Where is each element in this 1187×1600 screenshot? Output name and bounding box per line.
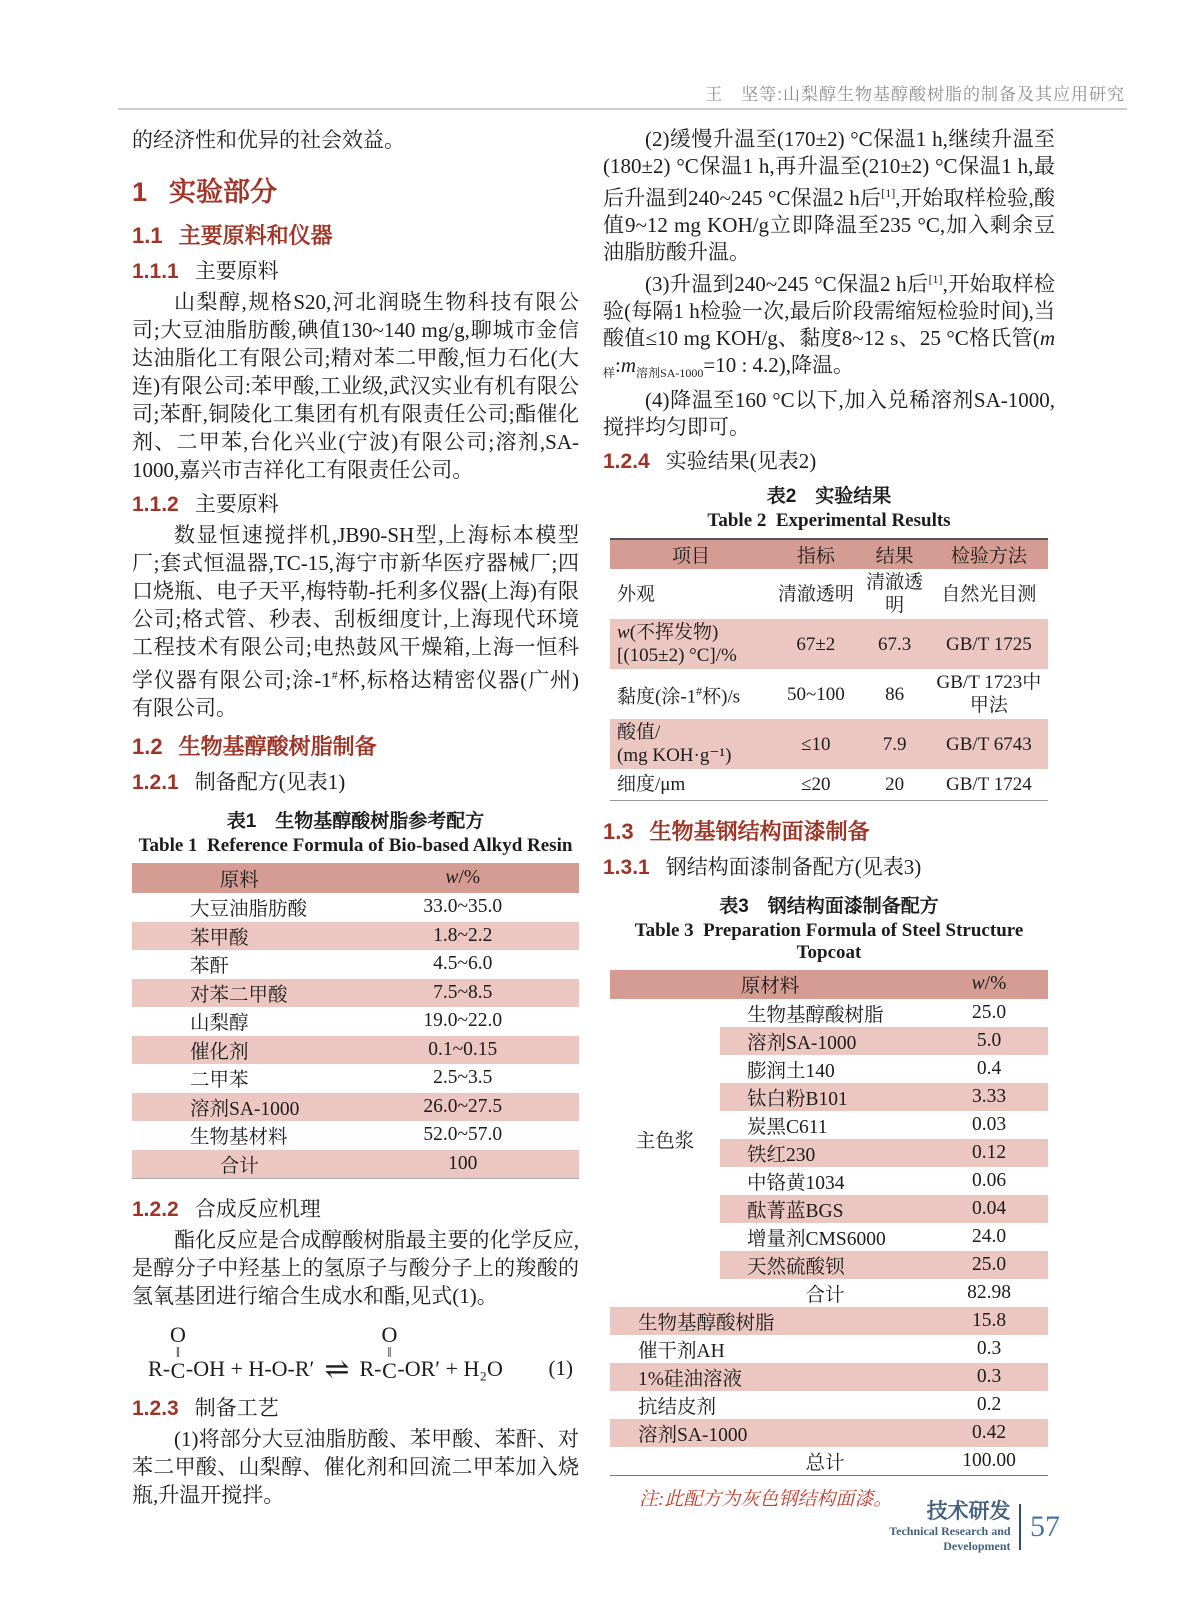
- section-heading-1-3: [603, 815, 1055, 846]
- paragraph-mechanism: 酯化反应是合成醇酸树脂最主要的化学反应,是醇分子中羟基上的氢原子与酸分子上的羧酸的氢氧基团进行缩合生成水和酯,见式(1)。: [132, 1227, 579, 1308]
- carbonyl-stack: [170, 1321, 186, 1383]
- cell-text: (mg KOH·g⁻¹): [617, 745, 732, 767]
- paragraph-text: 数显恒速搅拌机,JB90-SH型,上海标本模型厂;套式恒温器,TC-15,海宁市新华医疗器械厂;四口烧瓶、电子天平,梅特勒-托利多仪器(上海)有限公司;格式管、秒表、刮板细度计,上海现代环境工程技术有限公司;电热鼓风干燥箱,上海一恒科学仪器有限公司;涂-1: [132, 523, 579, 692]
- paragraph-text: 杯,标格达精密仪器(广州)有限公司。: [132, 668, 579, 720]
- reference-1: [1]: [881, 186, 896, 200]
- intro-paragraph: 的经济性和优异的社会效益。: [132, 128, 405, 152]
- section-number: 1.2.3: [132, 1396, 179, 1420]
- cell-name: 生物基醇酸树脂: [747, 1004, 884, 1026]
- cell-value: 26.0~27.5: [423, 1095, 503, 1117]
- cell-value: 5.0: [930, 1027, 1048, 1055]
- cell-value: 0.06: [971, 1169, 1007, 1191]
- table2-header-method: 检验方法: [950, 546, 1027, 568]
- w-symbol: w: [445, 867, 459, 888]
- section-number: 1.2.4: [603, 450, 650, 474]
- paragraph-text: ,开始取样检验,酸值9~12 mg KOH/g立即降温至235 °C,加入剩余豆油脂肪酸升温。: [603, 186, 1056, 264]
- cell-item: [610, 719, 772, 769]
- cell-name: 苯酐: [190, 956, 230, 978]
- cell-value: 82.98: [967, 1281, 1011, 1303]
- cell-item: [610, 669, 772, 719]
- cell-name: 催化剂: [190, 1041, 249, 1063]
- table2-row-viscosity: [610, 669, 1048, 719]
- section-title: 合成反应机理: [194, 1196, 321, 1221]
- paragraph-text: ,开始取样检验(每隔1 h检验一次,最后阶段需缩短检验时间),当酸值≤10 mg KOH/g、黏度8~12 s、25 °C格氏管(: [603, 272, 1055, 350]
- table2-header-result: 结果: [875, 546, 914, 568]
- section-title: 钢结构面漆制备配方(见表3): [665, 854, 922, 879]
- section-title: 主要原料: [194, 492, 279, 516]
- cell-method: GB/T 6743: [946, 733, 1032, 755]
- paragraph-process-step2: [603, 126, 1055, 266]
- cell-value: 15.8: [971, 1309, 1007, 1331]
- paragraph-text: (3)升温到240~245 °C保温2 h后: [645, 272, 929, 296]
- section-number: 1.1.2: [132, 493, 179, 516]
- w-symbol: w: [971, 973, 985, 995]
- footer-divider-bar: [1019, 1504, 1021, 1550]
- table3-row: [610, 1363, 1048, 1391]
- formula-right-suffix: -OR′ + H₂O: [397, 1355, 503, 1381]
- cell-result: 清澈透明: [866, 572, 924, 617]
- table1-header-material: 原料: [219, 870, 259, 891]
- section-heading-1-2-3: [132, 1392, 579, 1422]
- table2-header-item: 项目: [672, 546, 711, 568]
- cell-name: 合计: [805, 1284, 845, 1306]
- section-number: 1.2.2: [132, 1197, 179, 1221]
- section-title: 生物基钢结构面漆制备: [649, 818, 870, 844]
- table2-row-acid-value: [610, 719, 1048, 769]
- formula-left-prefix: R-: [148, 1355, 171, 1381]
- cell-value: 0.3: [976, 1365, 1002, 1387]
- cell-name: 大豆油脂肪酸: [190, 899, 308, 921]
- paragraph-process-step1: (1)将部分大豆油脂肪酸、苯甲酸、苯酐、对苯二甲酸、山梨醇、催化剂和回流二甲苯加入烧瓶,升温开搅拌。: [132, 1426, 579, 1507]
- table3-title: [603, 891, 1055, 964]
- cell-value: 0.3: [976, 1337, 1002, 1359]
- table1-row: [132, 950, 579, 979]
- cell-text: GB/T 1723中: [936, 672, 1042, 694]
- paragraph-process-step3: [603, 266, 1055, 387]
- table2-title: [603, 481, 1055, 532]
- table3: [610, 970, 1048, 1476]
- cell-result: 86: [885, 683, 905, 705]
- table3-header-w: [930, 973, 1048, 995]
- section-number: 1.3: [603, 818, 634, 844]
- cell-value: 0.1~0.15: [428, 1038, 498, 1060]
- table3-title-cn: 表3 钢结构面漆制备配方: [719, 895, 939, 917]
- cell-name: 生物基材料: [190, 1127, 288, 1149]
- table3-note: 注:此配方为灰色钢结构面漆。: [639, 1488, 893, 1510]
- table2-title-cn: 表2 实验结果: [766, 486, 892, 508]
- cell-value: 7.5~8.5: [433, 981, 493, 1003]
- cell-item: 细度/μm: [617, 773, 686, 795]
- superscript-hash: #: [331, 668, 338, 682]
- table3-row: [610, 1307, 1048, 1335]
- section-title: 制备工艺: [194, 1395, 279, 1420]
- table3-group-label: 主色浆: [635, 1130, 695, 1152]
- paragraph-text: (2)缓慢升温至(170±2) °C保温1 h,继续升温至(180±2) °C保温1 h,再升温至(210±2) °C保温1 h,最后升温到240~245 °C保温2 h后: [603, 127, 1055, 210]
- table1-row: [132, 893, 579, 922]
- right-column: [603, 126, 1055, 1511]
- cell-value: 3.33: [930, 1083, 1048, 1111]
- cell-value: 2.5~3.5: [433, 1067, 493, 1089]
- table1-total-row: [132, 1150, 579, 1179]
- section-heading-1: [132, 170, 579, 209]
- cell-item: 外观: [617, 583, 656, 605]
- section-heading-1-1-1: [132, 255, 579, 285]
- paragraph-process-step4: (4)降温至160 °C以下,加入兑稀溶剂SA-1000,搅拌均匀即可。: [603, 388, 1055, 440]
- equation-1: [132, 1321, 579, 1386]
- oxygen-atom: O: [170, 1321, 186, 1347]
- section-title: 实验部分: [169, 177, 278, 207]
- page-footer: [855, 1500, 1060, 1554]
- table3-subtotal-row: [610, 1279, 1048, 1307]
- table3-row: [610, 1419, 1048, 1447]
- cell-value: 1.8~2.2: [433, 924, 493, 946]
- running-head-rule: [118, 108, 1127, 110]
- cell-name: 膨润土140: [747, 1060, 835, 1082]
- section-heading-1-1: [132, 219, 579, 250]
- section-heading-1-2-4: [603, 445, 1055, 475]
- footer-section-cn: 技术研发: [926, 1500, 1011, 1523]
- cell-method: 自然光目测: [941, 583, 1037, 605]
- footer-section-labels: [855, 1500, 1011, 1554]
- cell-value: 0.03: [971, 1113, 1007, 1135]
- section-title: 主要原料: [194, 259, 279, 283]
- w-symbol: w: [617, 622, 630, 644]
- formula-left-suffix: -OH + H-O-R′: [185, 1355, 315, 1381]
- cell-spec: 50~100: [786, 683, 845, 705]
- section-number: 1: [132, 177, 148, 207]
- cell-name: 中铬黄1034: [747, 1172, 845, 1194]
- cell-name: 合计: [219, 1155, 259, 1177]
- mass-subscript-solvent: 溶剂SA-1000: [636, 366, 704, 381]
- cell-result: 20: [885, 773, 905, 795]
- cell-value: 52.0~57.0: [423, 1124, 503, 1146]
- cell-text: 甲法: [969, 695, 1008, 717]
- cell-name: 铁红230: [720, 1139, 930, 1167]
- cell-method: GB/T 1724: [946, 773, 1032, 795]
- table2: [610, 538, 1048, 801]
- cell-value: 4.5~6.0: [433, 953, 493, 975]
- carbonyl-stack: [381, 1321, 398, 1383]
- double-bond: ‖: [387, 1344, 392, 1361]
- oxygen-atom: O: [381, 1321, 398, 1347]
- section-title: 生物基醇酸树脂制备: [178, 734, 377, 759]
- section-number: 1.2: [132, 734, 163, 759]
- cell-method: [930, 669, 1048, 719]
- cell-value: 0.42: [971, 1421, 1007, 1443]
- cell-value: 25.0: [971, 1001, 1007, 1023]
- cell-name: 溶剂SA-1000: [720, 1027, 930, 1055]
- table3-row: [610, 1391, 1048, 1419]
- cell-name: 山梨醇: [190, 1013, 249, 1035]
- cell-value: 25.0: [930, 1251, 1048, 1279]
- table1-title-en: Table 1 Reference Formula of Bio-based Alkyd Resin: [138, 835, 573, 856]
- w-unit: /%: [984, 973, 1007, 995]
- table1-row: [132, 922, 579, 951]
- cell-text: 酸值/: [617, 722, 661, 744]
- cell-name: 对苯二甲酸: [190, 984, 288, 1006]
- cell-spec: ≤20: [801, 773, 831, 795]
- cell-name: 炭黑C611: [747, 1116, 828, 1138]
- cell-name: 溶剂SA-1000: [190, 1098, 300, 1120]
- section-heading-1-1-2: [132, 488, 579, 518]
- page-number: 57: [1030, 1510, 1060, 1543]
- table3-row: [610, 1335, 1048, 1363]
- cell-item: [610, 619, 772, 669]
- table1-title: [132, 806, 579, 857]
- cell-value: 100.00: [962, 1449, 1016, 1471]
- ratio-colon: :: [615, 353, 621, 377]
- table1-row: [132, 979, 579, 1008]
- cell-name: 生物基醇酸树脂: [638, 1312, 775, 1334]
- cell-result: 7.9: [882, 733, 907, 755]
- section-title: 制备配方(见表1): [194, 770, 346, 794]
- table1-row: [132, 1036, 579, 1065]
- cell-value: 24.0: [971, 1225, 1007, 1247]
- equation-number: (1): [548, 1355, 573, 1380]
- section-heading-1-2-2: [132, 1193, 579, 1223]
- reference-1: [1]: [928, 272, 943, 286]
- cell-text: 杯)/s: [702, 686, 741, 708]
- running-head: 王 坚等:山梨醇生物基醇酸树脂的制备及其应用研究: [705, 85, 1125, 104]
- double-bond: ‖: [175, 1344, 181, 1361]
- cell-name: 酞菁蓝BGS: [720, 1195, 930, 1223]
- table1-row: [132, 1007, 579, 1036]
- table2-row-nonvolatile: [610, 619, 1048, 669]
- formula-right-prefix: R-: [359, 1355, 382, 1381]
- table1-header-w: [347, 863, 579, 893]
- left-column: [132, 126, 579, 1509]
- cell-value: 0.2: [976, 1393, 1002, 1415]
- cell-spec: 67±2: [796, 633, 836, 655]
- table2-row-appearance: [610, 569, 1048, 619]
- section-title: 实验结果(见表2): [665, 449, 817, 474]
- table3-header-material: 原材料: [740, 976, 800, 998]
- table2-row-fineness: [610, 769, 1048, 800]
- section-heading-1-2-1: [132, 766, 579, 796]
- equilibrium-arrow: ⇌: [324, 1352, 350, 1386]
- cell-value: 19.0~22.0: [423, 1010, 503, 1032]
- cell-text: [(105±2) °C]/%: [617, 645, 737, 667]
- table1-row: [132, 1093, 579, 1122]
- mass-subscript-sample: 样: [603, 366, 616, 381]
- cell-value: 33.0~35.0: [423, 896, 503, 918]
- cell-name: 溶剂SA-1000: [638, 1424, 748, 1446]
- section-title: 主要原料和仪器: [178, 223, 333, 248]
- cell-name: 苯甲酸: [190, 927, 249, 949]
- cell-name: 抗结皮剂: [638, 1396, 717, 1418]
- table2-title-en: Table 2 Experimental Results: [707, 510, 951, 532]
- cell-value: 0.4: [976, 1057, 1002, 1079]
- cell-method: GB/T 1725: [946, 633, 1032, 655]
- cell-spec: ≤10: [801, 733, 831, 755]
- mass-symbol: m: [1039, 326, 1055, 350]
- table1-header-row: [132, 863, 579, 893]
- superscript-hash: #: [696, 684, 703, 699]
- paragraph-text: =10 : 4.2),降温。: [703, 353, 855, 377]
- table1-row: [132, 1121, 579, 1150]
- table1-title-cn: 表1 生物基醇酸树脂参考配方: [226, 811, 485, 832]
- cell-name: 二甲苯: [190, 1070, 249, 1092]
- section-number: 1.2.1: [132, 771, 179, 794]
- table3-total-row: [610, 1447, 1048, 1475]
- cell-text: (不挥发物): [629, 622, 719, 644]
- cell-value: 100: [448, 1152, 478, 1174]
- footer-section-en: Technical Research and Development: [889, 1524, 1011, 1553]
- table1-row: [132, 1064, 579, 1093]
- table1: [132, 863, 579, 1179]
- cell-name: 天然硫酸钡: [720, 1251, 930, 1279]
- section-number: 1.3.1: [603, 855, 650, 879]
- section-heading-1-3-1: [603, 851, 1055, 881]
- section-number: 1.1.1: [132, 260, 179, 283]
- paragraph-instruments: [132, 521, 579, 722]
- table3-body: [610, 999, 1048, 1279]
- cell-name: 总计: [805, 1452, 845, 1474]
- table3-title-en: Table 3 Preparation Formula of Steel Structure Topcoat: [634, 919, 1024, 963]
- w-unit: /%: [458, 867, 481, 888]
- cell-text: 黏度(涂-1: [617, 686, 697, 708]
- carbon-atom: C: [382, 1357, 397, 1383]
- cell-spec: 清澈透明: [777, 583, 854, 605]
- section-heading-1-2: [132, 730, 579, 761]
- mass-symbol: m: [620, 353, 637, 377]
- carbon-atom: C: [170, 1357, 186, 1383]
- cell-name: 增量剂CMS6000: [747, 1228, 886, 1250]
- cell-name: 1%硅油溶液: [638, 1368, 742, 1390]
- cell-result: 67.3: [878, 633, 912, 655]
- cell-name: 催干剂AH: [638, 1340, 725, 1362]
- cell-value: 0.04: [930, 1195, 1048, 1223]
- table2-header-spec: 指标: [796, 546, 835, 568]
- cell-value: 0.12: [930, 1139, 1048, 1167]
- table3-header-row: [610, 970, 1048, 999]
- paragraph-raw-materials: 山梨醇,规格S20,河北润晓生物科技有限公司;大豆油脂肪酸,碘值130~140 mg/g,聊城市金信达油脂化工有限公司;精对苯二甲酸,恒力石化(大连)有限公司:苯甲酸,工业级,武汉实业有机有限公司;苯酐,铜陵化工集团有机有限责任公司;酯催化剂、二甲苯,台化兴业(宁波)有限公司;溶剂,SA-1000,嘉兴市吉祥化工有限责任公司。: [132, 290, 579, 482]
- section-number: 1.1: [132, 223, 163, 248]
- table2-header-row: [610, 539, 1048, 569]
- cell-name: 钛白粉B101: [720, 1083, 930, 1111]
